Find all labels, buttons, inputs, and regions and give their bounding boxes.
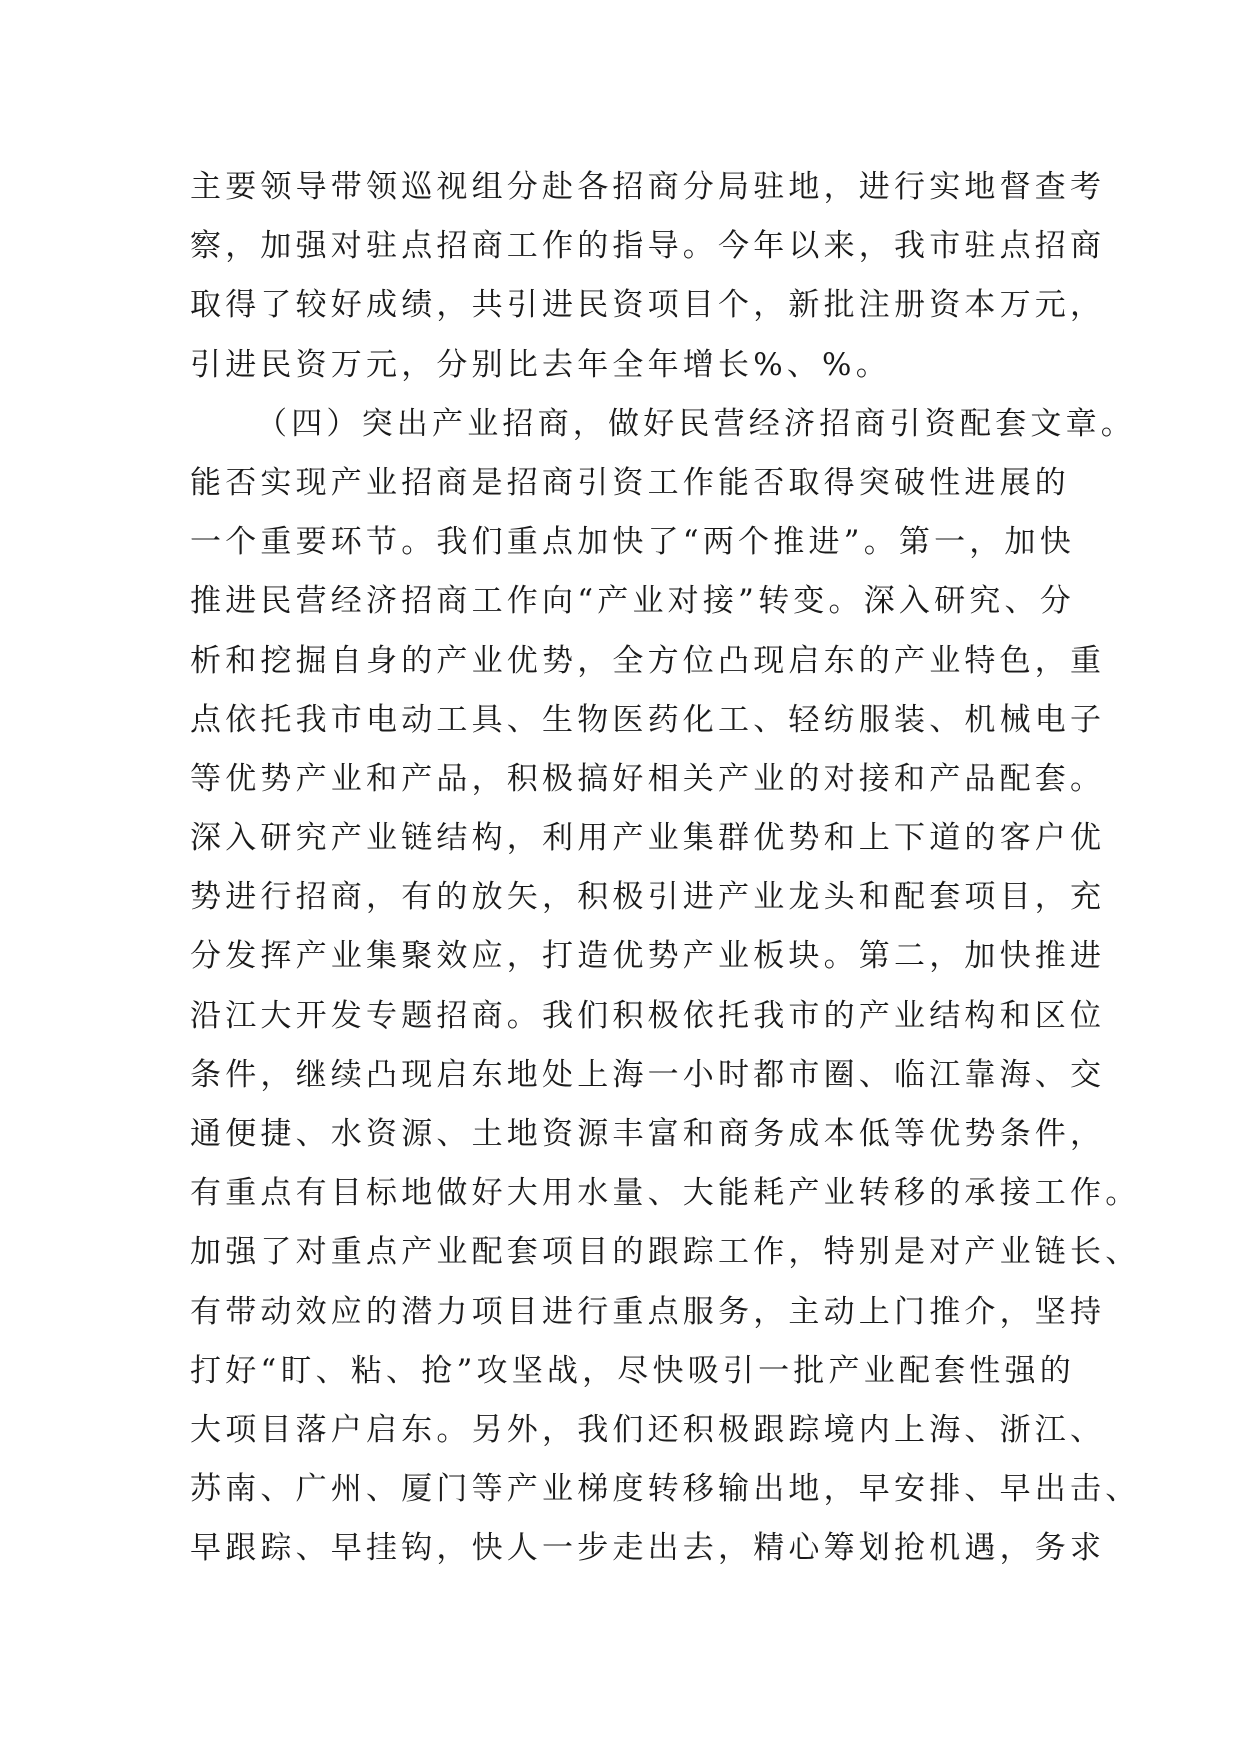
text-line: 点依托我市电动工具、生物医药化工、轻纺服装、机械电子 [190, 701, 1106, 738]
text-line: 深入研究产业链结构，利用产业集群优势和上下道的客户优 [190, 820, 1106, 857]
text-line: 加强了对重点产业配套项目的跟踪工作，特别是对产业链长、 [190, 1234, 1141, 1271]
text-line: 察，加强对驻点招商工作的指导。今年以来，我市驻点招商 [190, 228, 1106, 265]
text-line: 取得了较好成绩，共引进民资项目个，新批注册资本万元， [190, 287, 1106, 324]
text-line: 打好“盯、粘、抢”攻坚战，尽快吸引一批产业配套性强的 [190, 1352, 1075, 1389]
text-line: 一个重要环节。我们重点加快了“两个推进”。第一，加快 [190, 524, 1075, 561]
text-line: 析和挖掘自身的产业优势，全方位凸现启东的产业特色，重 [190, 642, 1106, 679]
body-text [190, 158, 1141, 1579]
text-line: 通便捷、水资源、土地资源丰富和商务成本低等优势条件， [190, 1116, 1106, 1152]
text-line: 分发挥产业集聚效应，打造优势产业板块。第二，加快推进 [190, 938, 1106, 975]
text-line: 势进行招商，有的放矢，积极引进产业龙头和配套项目，充 [190, 879, 1106, 916]
text-line: 能否实现产业招商是招商引资工作能否取得突破性进展的 [190, 464, 1070, 501]
text-line: 引进民资万元，分别比去年全年增长%、%。 [190, 346, 891, 383]
text-line: 早跟踪、早挂钩，快人一步走出去，精心筹划抢机遇，务求 [190, 1530, 1106, 1567]
text-line: 有重点有目标地做好大用水量、大能耗产业转移的承接工作。 [190, 1175, 1141, 1212]
text-line: 沿江大开发专题招商。我们积极依托我市的产业结构和区位 [190, 997, 1106, 1034]
text-line: 有带动效应的潜力项目进行重点服务，主动上门推介，坚持 [190, 1293, 1106, 1330]
text-line: 推进民营经济招商工作向“产业对接”转变。深入研究、分 [190, 583, 1075, 620]
text-line: 条件，继续凸现启东地处上海一小时都市圈、临江靠海、交 [190, 1056, 1106, 1093]
text-line: 苏南、广州、厦门等产业梯度转移输出地，早安排、早出击、 [190, 1471, 1141, 1508]
section-heading: （四）突出产业招商，做好民营经济招商引资配套文章。 [256, 405, 1136, 442]
text-line: 大项目落户启东。另外，我们还积极跟踪境内上海、浙江、 [190, 1411, 1106, 1448]
text-line: 等优势产业和产品，积极搞好相关产业的对接和产品配套。 [190, 760, 1106, 797]
text-line: 主要领导带领巡视组分赴各招商分局驻地，进行实地督查考 [190, 169, 1106, 205]
